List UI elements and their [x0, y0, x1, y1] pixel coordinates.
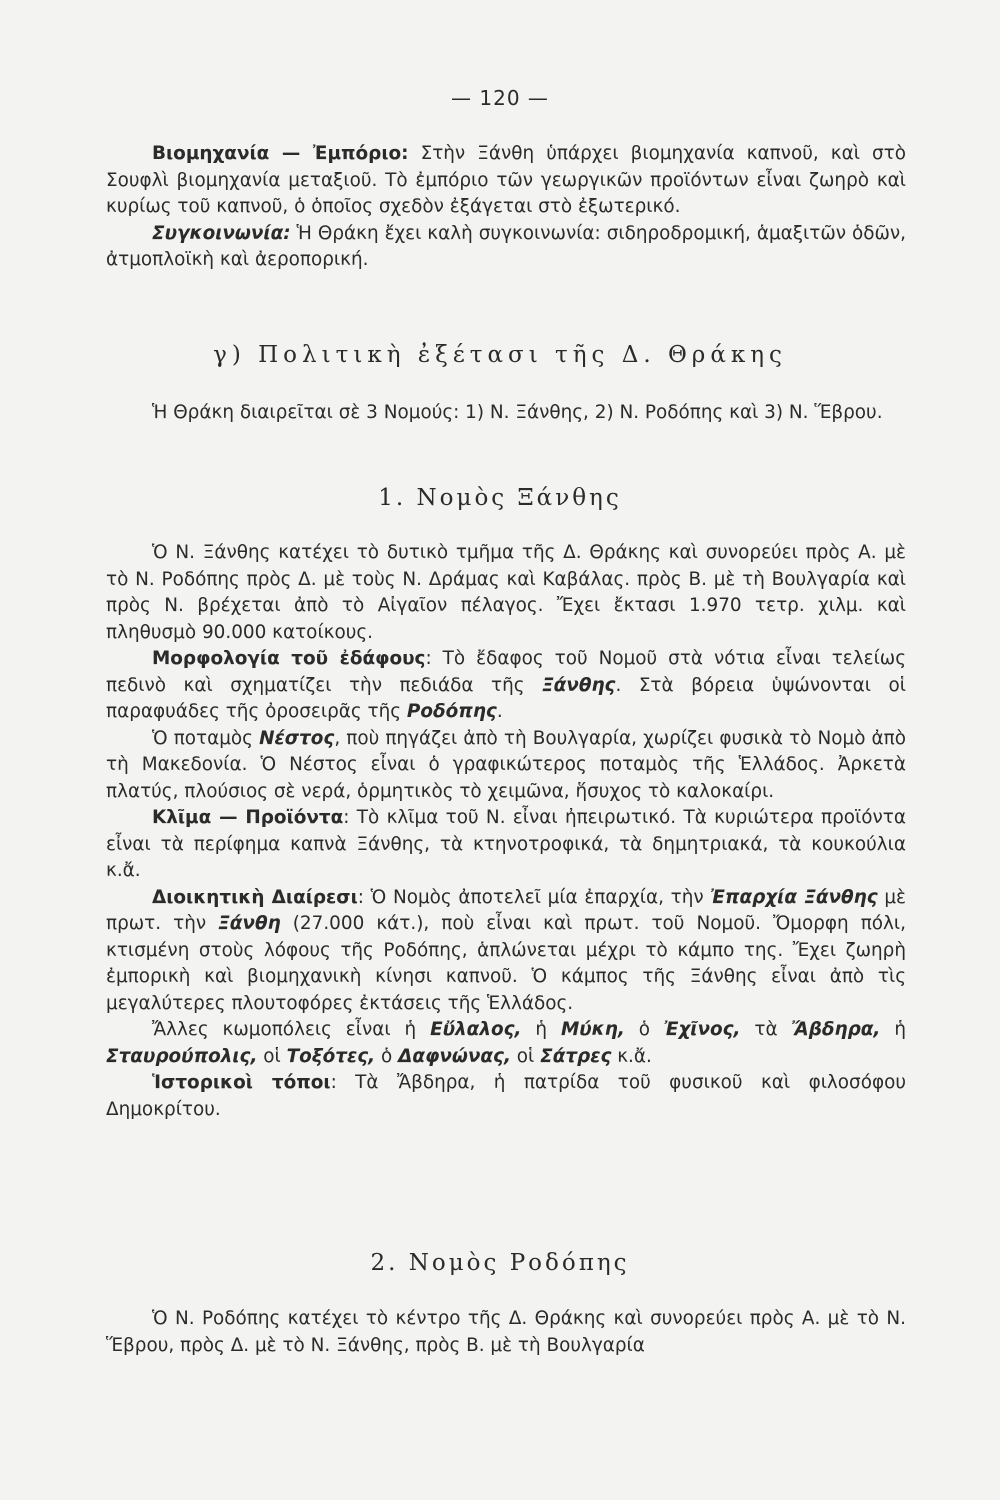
historic-places-title: Ἱστορικοὶ τόποι: [152, 1072, 331, 1093]
towns-text-d: τὰ: [740, 1019, 792, 1040]
morphology-text-b: . Στὰ βόρεια ὑψώνονται οἱ παραφυάδες τῆς ὀροσειρᾶς τῆς: [106, 674, 906, 722]
nestos-name: Νέστος: [259, 727, 335, 749]
page-number: — 120 —: [451, 86, 549, 110]
town-eulalos: Εὔλαλος,: [430, 1019, 522, 1040]
towns-text-e: ἡ: [880, 1019, 906, 1040]
rhodope-section: [106, 1306, 906, 1359]
industry-commerce-title: Βιομηχανία — Ἐμπόριο:: [152, 143, 409, 164]
towns-text-h: οἱ: [510, 1045, 541, 1067]
towns-text-i: κ.ἄ.: [611, 1045, 652, 1067]
paragraph-xanthi-borders: Ὁ Ν. Ξάνθης κατέχει τὸ δυτικὸ τμῆμα τῆς Δ. Θράκης καὶ συνορεύει πρὸς Α. μὲ τὸ Ν. Ροδόπης πρὸς Δ. μὲ τοὺς Ν. Δράμας καὶ Καβάλας. πρὸς Β. μὲ τὴ Βουλγαρία καὶ πρὸς Ν. βρέχεται ἀπὸ τὸ Αἰγαῖον πέλαγος. Ἔχει ἔκτασι 1.970 τετρ. χιλμ. καὶ πληθυσμὸ 90.000 κατοίκους.: [106, 542, 906, 643]
towns-text-a: Ἄλλες κωμοπόλεις εἶναι ἡ: [152, 1019, 431, 1040]
paragraph-nestos: [106, 726, 906, 806]
administration-province: Ἐπαρχία Ξάνθης: [710, 886, 878, 908]
town-myki: Μύκη,: [560, 1019, 625, 1040]
town-avdira: Ἄβδηρα,: [791, 1019, 881, 1040]
paragraph-towns: [106, 1017, 906, 1070]
nestos-text-b: , ποὺ πηγάζει ἀπὸ τὴ Βουλγαρία, χωρίζει φυσικὰ τὸ Νομὸ ἀπὸ τὴ Μακεδονία. Ὁ Νέστος εἶναι ὁ γραφικώτερος ποταμὸς τῆς Ἑλλάδος. Ἀρκετὰ πλατύς, πλούσιος σὲ νερά, ὁρμητικὸς τὸ χειμῶνα, ἥσυχος τὸ καλοκαίρι.: [106, 727, 906, 802]
industry-commerce-text: Στὴν Ξάνθη ὑπάρχει βιομηχανία καπνοῦ, καὶ στὸ Σουφλὶ βιομηχανία μεταξιοῦ. Τὸ ἐμπόριο τῶν γεωργικῶν προϊόντων εἶναι ζωηρὸ καὶ κυρίως τοῦ καπνοῦ, ὁ ὁποῖος σχεδὸν ἐξάγεται στὸ ἐξωτερικό.: [106, 143, 906, 217]
morphology-xanthi: Ξάνθης: [542, 674, 616, 696]
towns-text-f: οἱ: [257, 1045, 287, 1067]
town-satres: Σάτρες: [540, 1045, 612, 1067]
climate-text: : Τὸ κλῖμα τοῦ Ν. εἶναι ἠπειρωτικό. Τὰ κυριώτερα προϊόντα εἶναι τὰ περίφημα καπνὰ Ξάνθης, τὰ κτηνοτροφικά, τὰ δημητριακά, τὰ κουκούλια κ.ἄ.: [106, 807, 906, 881]
towns-text-g: ὁ: [375, 1045, 399, 1067]
climate-title: Κλῖμα — Προϊόντα: [152, 807, 344, 828]
section-1-heading: 1. Νομὸς Ξάνθης: [378, 485, 622, 511]
xanthi-section: [106, 540, 906, 1123]
section-2-heading: 2. Νομὸς Ροδόπης: [370, 1250, 630, 1276]
communications-title: Συγκοινωνία:: [152, 222, 291, 244]
paragraph-rhodope-borders: Ὁ Ν. Ροδόπης κατέχει τὸ κέντρο τῆς Δ. Θράκης καὶ συνορεύει πρὸς Α. μὲ τὸ Ν. Ἕβρου, πρὸς Δ. μὲ τὸ Ν. Ξάνθης, πρὸς Β. μὲ τὴ Βουλγαρία: [106, 1308, 906, 1356]
towns-text-b: ἡ: [521, 1019, 561, 1040]
paragraph-climate: [106, 805, 906, 885]
towns-text-c: ὁ: [624, 1019, 664, 1040]
historic-places-text: : Τὰ Ἄβδηρα, ἡ πατρίδα τοῦ φυσικοῦ καὶ φιλοσόφου Δημοκρίτου.: [106, 1072, 906, 1120]
administration-text-a: : Ὁ Νομὸς ἀποτελεῖ μία ἐπαρχία, τὴν: [357, 886, 711, 908]
morphology-rhodope: Ροδόπης: [406, 701, 497, 722]
town-toxotes: Τοξότες,: [286, 1045, 376, 1067]
administration-title: Διοικητικὴ Διαίρεσι: [152, 886, 358, 908]
morphology-text-a: : Τὸ ἔδαφος τοῦ Νομοῦ στὰ νότια εἶναι τελείως πεδινὸ καὶ σχηματίζει τὴν πεδιάδα τῆς: [106, 648, 906, 696]
paragraph-historic-places: [106, 1070, 906, 1123]
paragraph-divisions: Ἡ Θράκη διαιρεῖται σὲ 3 Νομούς: 1) Ν. Ξάνθης, 2) Ν. Ροδόπης καὶ 3) Ν. Ἕβρου.: [152, 402, 883, 423]
paragraph-administration: [106, 885, 906, 1018]
section-c-heading: γ) Πολιτικὴ ἐξέτασι τῆς Δ. Θράκης: [213, 342, 787, 368]
morphology-text-c: .: [496, 701, 503, 722]
divisions-section: [106, 400, 906, 427]
nestos-text-a: Ὁ ποταμὸς: [152, 727, 260, 749]
administration-text-c: (27.000 κάτ.), ποὺ εἶναι καὶ πρωτ. τοῦ Νομοῦ. Ὄμορφη πόλι, κτισμένη στοὺς λόφους τῆς Ροδόπης, ἁπλώνεται μέχρι τὸ κάμπο της. Ἔχει ζωηρὴ ἐμπορικὴ καὶ βιομηχανικὴ κίνησι καπνοῦ. Ὁ κάμπος τῆς Ξάνθης εἶναι ἀπὸ τὶς μεγαλύτερες πλουτοφόρες ἐκτάσεις τῆς Ἑλλάδος.: [106, 913, 906, 1014]
paragraph-communications: [106, 221, 906, 274]
industry-communications-section: [106, 141, 906, 274]
town-echinos: Ἐχῖνος,: [663, 1019, 741, 1040]
communications-text: Ἡ Θράκη ἔχει καλὴ συγκοινωνία: σιδηροδρομική, ἁμαξιτῶν ὁδῶν, ἀτμοπλοϊκὴ καὶ ἀεροπορική.: [106, 222, 906, 270]
paragraph-industry-commerce: [106, 141, 906, 221]
paragraph-morphology: [106, 646, 906, 726]
town-stavroupolis: Σταυρούπολις,: [106, 1045, 258, 1067]
morphology-title: Μορφολογία τοῦ ἐδάφους: [152, 648, 426, 669]
administration-text-b: μὲ πρωτ. τὴν: [106, 886, 906, 934]
town-dafnonas: Δαφνώνας,: [398, 1045, 511, 1067]
administration-capital: Ξάνθη: [218, 913, 281, 934]
